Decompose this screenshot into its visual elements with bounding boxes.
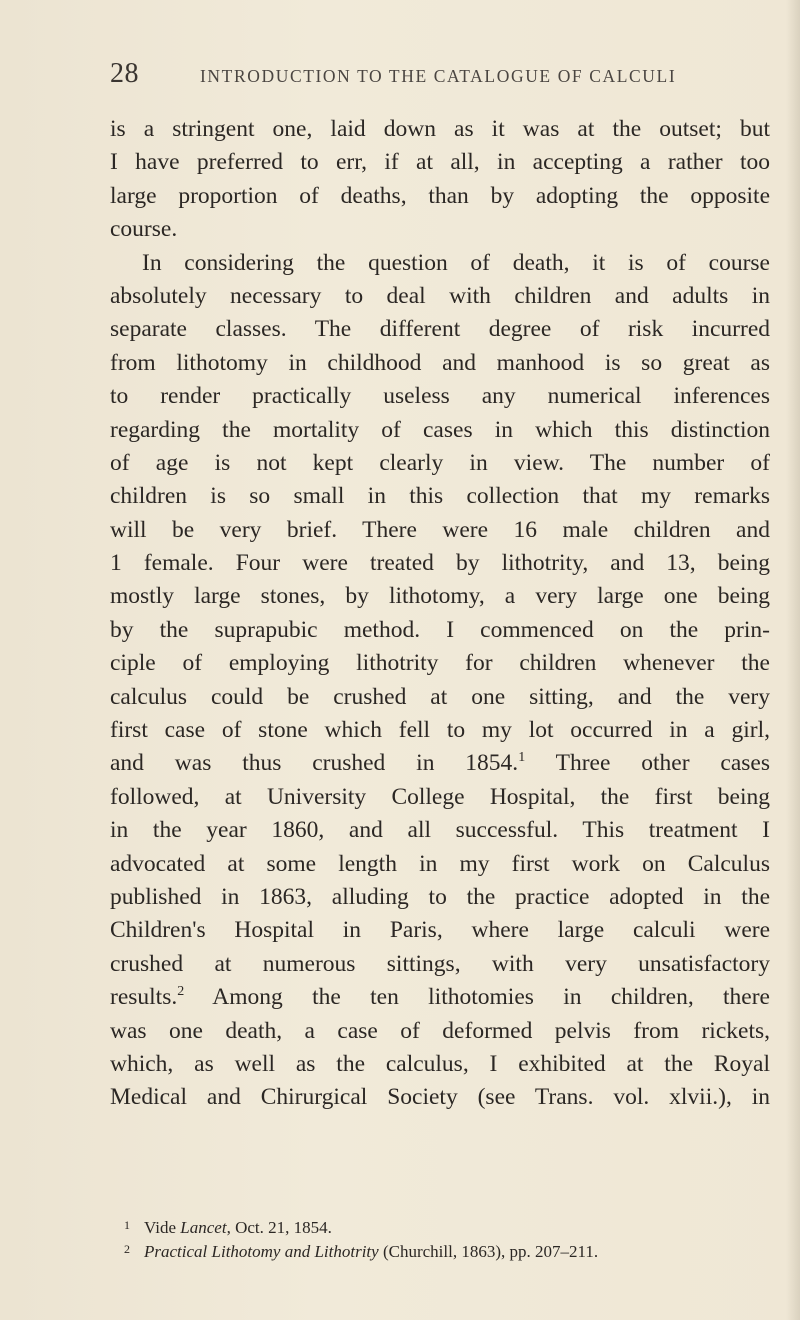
page-number: 28 bbox=[110, 58, 139, 89]
footnote bbox=[124, 1216, 784, 1240]
footnotes bbox=[124, 1216, 784, 1264]
footnote-prefix: Vide bbox=[144, 1218, 181, 1237]
text-segment: Among the ten lithotomies in children, there bbox=[212, 984, 770, 1011]
footnote-suffix: (Churchill, 1863), pp. 207–211. bbox=[378, 1242, 599, 1261]
text-line: course. bbox=[110, 216, 178, 243]
text-line-with-note bbox=[110, 747, 770, 780]
text-line: from lithotomy in childhood and manhood is so great as bbox=[110, 349, 770, 376]
text-line-with-note bbox=[110, 981, 770, 1014]
text-line: large proportion of deaths, than by adopting the opposite bbox=[110, 182, 770, 209]
text-line: followed, at University College Hospital, the first being bbox=[110, 783, 770, 810]
text-line: calculus could be crushed at one sitting, and the very bbox=[110, 683, 770, 710]
text-line: mostly large stones, by lithotomy, a very large one being bbox=[110, 583, 770, 610]
text-line: I have preferred to err, if at all, in accepting a rather too bbox=[110, 149, 770, 176]
text-line: to render practically useless any numerical inferences bbox=[110, 383, 770, 410]
text-line: first case of stone which fell to my lot occurred in a girl, bbox=[110, 717, 770, 744]
text-line: children is so small in this collection that my remarks bbox=[110, 483, 770, 510]
page-header bbox=[110, 58, 750, 92]
footnote-ref[interactable]: 1 bbox=[518, 750, 526, 766]
page-edge-shadow bbox=[786, 0, 800, 1320]
running-title: INTRODUCTION TO THE CATALOGUE OF CALCULI bbox=[200, 66, 677, 86]
footnote-suffix: , Oct. 21, 1854. bbox=[226, 1218, 332, 1237]
footnote-title: Practical Lithotomy and Lithotrity bbox=[144, 1242, 379, 1261]
text-line: In considering the question of death, it is of course bbox=[142, 249, 770, 276]
text-line: by the suprapubic method. I commenced on the prin- bbox=[110, 616, 770, 643]
footnote-title: Lancet bbox=[180, 1218, 227, 1237]
footnote-mark: 2 bbox=[124, 1242, 130, 1256]
text-line: ciple of employing lithotrity for children whenever the bbox=[110, 650, 770, 677]
text-line: in the year 1860, and all successful. This treatment I bbox=[110, 817, 770, 844]
text-segment: results. bbox=[110, 984, 178, 1011]
text-line: advocated at some length in my first work on Calculus bbox=[110, 850, 770, 877]
text-segment: and was thus crushed in 1854. bbox=[110, 750, 519, 777]
footnote-mark: 1 bbox=[124, 1218, 130, 1232]
text-line: of age is not kept clearly in view. The number of bbox=[110, 449, 770, 476]
text-line: separate classes. The different degree of risk incurred bbox=[110, 316, 770, 343]
text-segment: Three other cases bbox=[555, 750, 770, 777]
text-line: was one death, a case of deformed pelvis from rickets, bbox=[110, 1017, 770, 1044]
text-line: which, as well as the calculus, I exhibited at the Royal bbox=[110, 1050, 770, 1077]
text-line: published in 1863, alluding to the practice adopted in the bbox=[110, 883, 770, 910]
text-line: Children's Hospital in Paris, where large calculi were bbox=[110, 917, 770, 944]
footnote bbox=[124, 1240, 784, 1264]
text-line: Medical and Chirurgical Society (see Trans. vol. xlvii.), in bbox=[110, 1084, 770, 1111]
body-text bbox=[110, 113, 770, 1115]
footnote-ref[interactable]: 2 bbox=[177, 984, 185, 1000]
text-line: is a stringent one, laid down as it was at the outset; but bbox=[110, 116, 770, 142]
text-line: absolutely necessary to deal with children and adults in bbox=[110, 282, 770, 309]
text-line: 1 female. Four were treated by lithotrity, and 13, being bbox=[110, 550, 770, 577]
text-line: regarding the mortality of cases in which this distinction bbox=[110, 416, 770, 443]
text-line: will be very brief. There were 16 male children and bbox=[110, 516, 770, 543]
text-line: crushed at numerous sittings, with very unsatisfactory bbox=[110, 950, 770, 977]
